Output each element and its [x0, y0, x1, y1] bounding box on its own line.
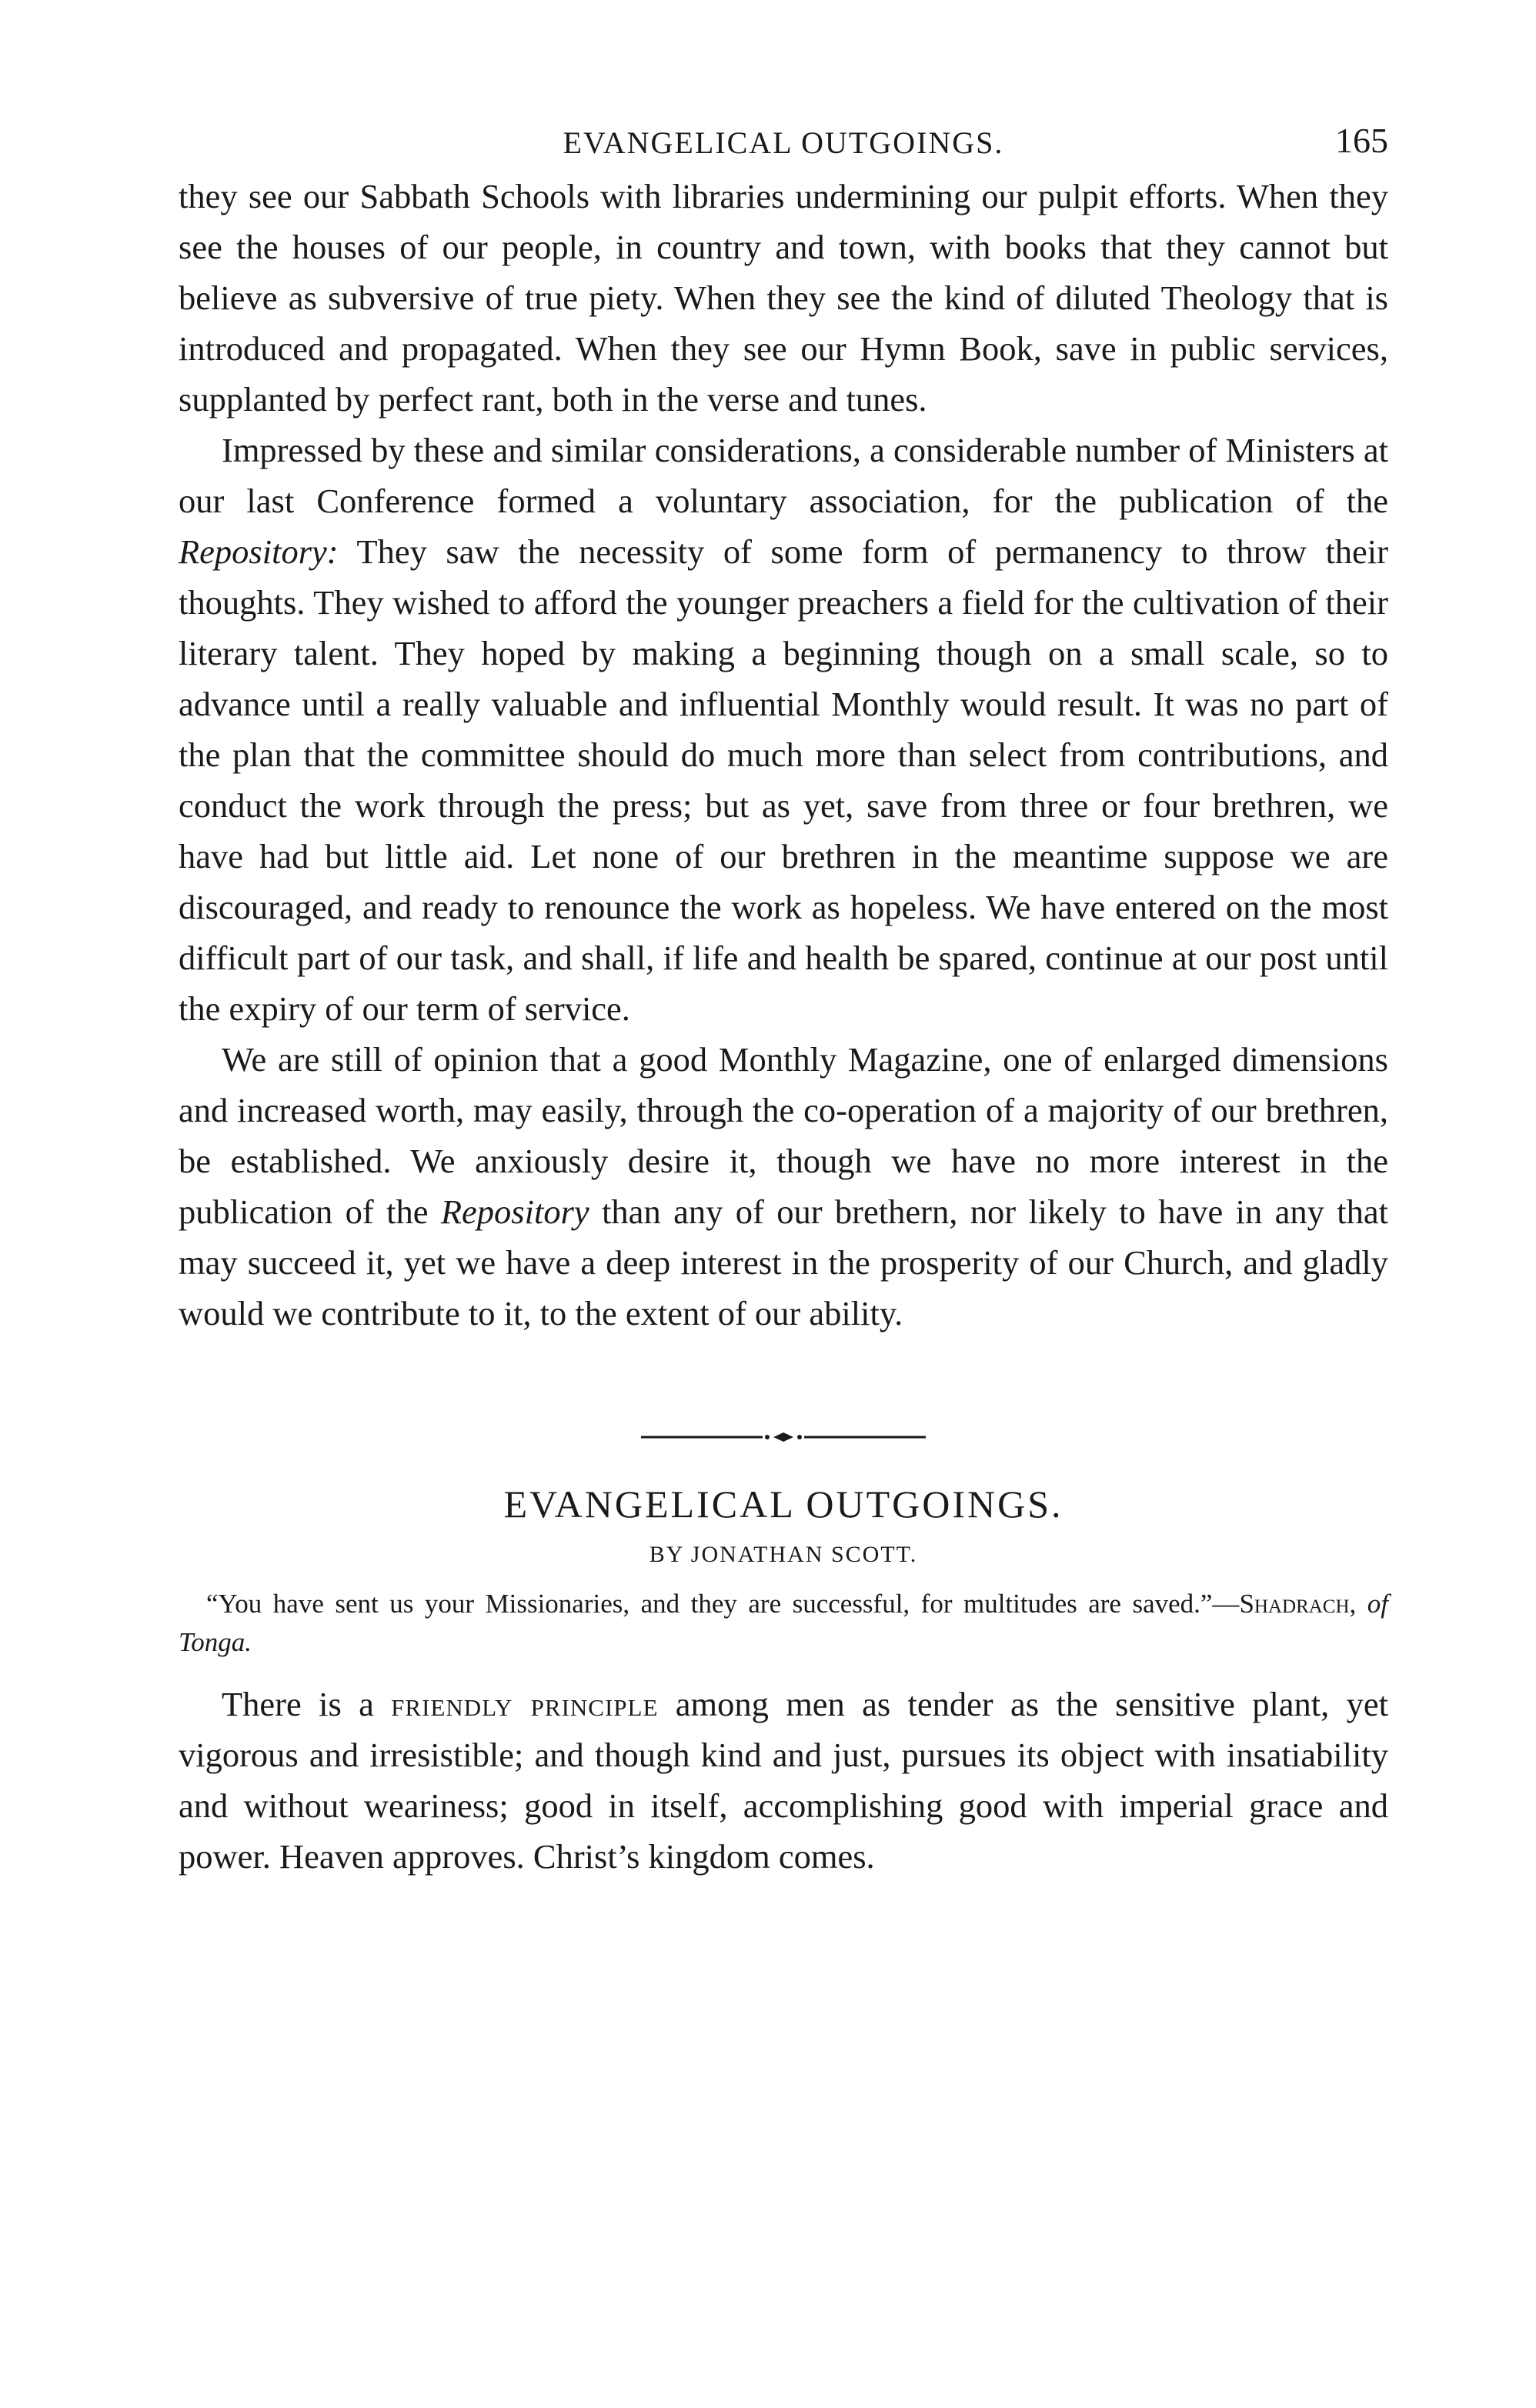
- epigraph-attribution-name: Shadrach,: [1239, 1589, 1357, 1619]
- paragraph-3-text-b: than any of our brethern, nor likely to have in any that may succeed it, yet we have a deep interest in the prosperity of our Church, and gladly would we contribute to it, to the extent of our ability.: [179, 1192, 1388, 1332]
- article-title: EVANGELICAL OUTGOINGS.: [503, 1482, 1064, 1526]
- paragraph-1: [179, 171, 1388, 425]
- running-head: [179, 114, 1388, 171]
- book-page: [179, 114, 1388, 1882]
- paragraph-2-text-a: Impressed by these and similar considerations, a considerable number of Ministers at our last Conference formed a voluntary association, for the publication of the: [179, 431, 1388, 520]
- page-number: 165: [1335, 121, 1388, 160]
- section-divider-ornament: [641, 1429, 926, 1445]
- running-title: EVANGELICAL OUTGOINGS.: [563, 125, 1004, 160]
- paragraph-3: [179, 1034, 1388, 1339]
- repository-title-italic: Repository:: [179, 532, 339, 571]
- article-body-paragraph: [179, 1679, 1388, 1882]
- paragraph-3-text-a: We are still of opinion that a good Monthly Magazine, one of enlarged dimensions and increased worth, may easily, through the co-operation of a majority of our brethren, be established. We anxiously desire it, though we have no more interest in the publication of the: [179, 1040, 1388, 1231]
- repository-title-italic: Repository: [440, 1192, 589, 1231]
- friendly-principle-smallcaps: friendly principle: [391, 1685, 659, 1723]
- paragraph-1-text: they see our Sabbath Schools with libraries undermining our pulpit efforts. When they see the houses of our people, in country and town, with books that they cannot but believe as subversive of true piety. When they see the kind of diluted Theology that is introduced and propagated. When they see our Hymn Book, save in public services, supplanted by perfect rant, both in the verse and tunes.: [179, 177, 1388, 419]
- paragraph-2-text-b: They saw the necessity of some form of permanency to throw their thoughts. They wished to afford the younger preachers a field for the cultivation of their literary talent. They hoped by making a beginning though on a small scale, so to advance until a really valuable and influential Monthly would result. It was no part of the plan that the committee should do much more than select from contributions, and conduct the work through the press; but as yet, save from three or four brethren, we have had but little aid. Let none of our brethren in the meantime suppose we are discouraged, and ready to renounce the work as hopeless. We have entered on the most difficult part of our task, and shall, if life and health be spared, continue at our post until the expiry of our term of service.: [179, 532, 1388, 1028]
- paragraph-2: [179, 425, 1388, 1034]
- epigraph-attribution-place: of Tonga.: [179, 1589, 1389, 1657]
- article-body-text-b: among men as tender as the sensitive plant, yet vigorous and irresistible; and though kind and just, pursues its object with insatiability and without weariness; good in itself, accomplishing good with imperial grace and power. Heaven approves. Christ’s kingdom comes.: [179, 1685, 1388, 1876]
- epigraph: [179, 1585, 1388, 1662]
- article-byline: BY JONATHAN SCOTT.: [649, 1542, 918, 1567]
- epigraph-quote: “You have sent us your Missionaries, and they are successful, for multitudes are saved.”—: [206, 1589, 1240, 1619]
- article-body-text-a: There is a: [222, 1685, 392, 1723]
